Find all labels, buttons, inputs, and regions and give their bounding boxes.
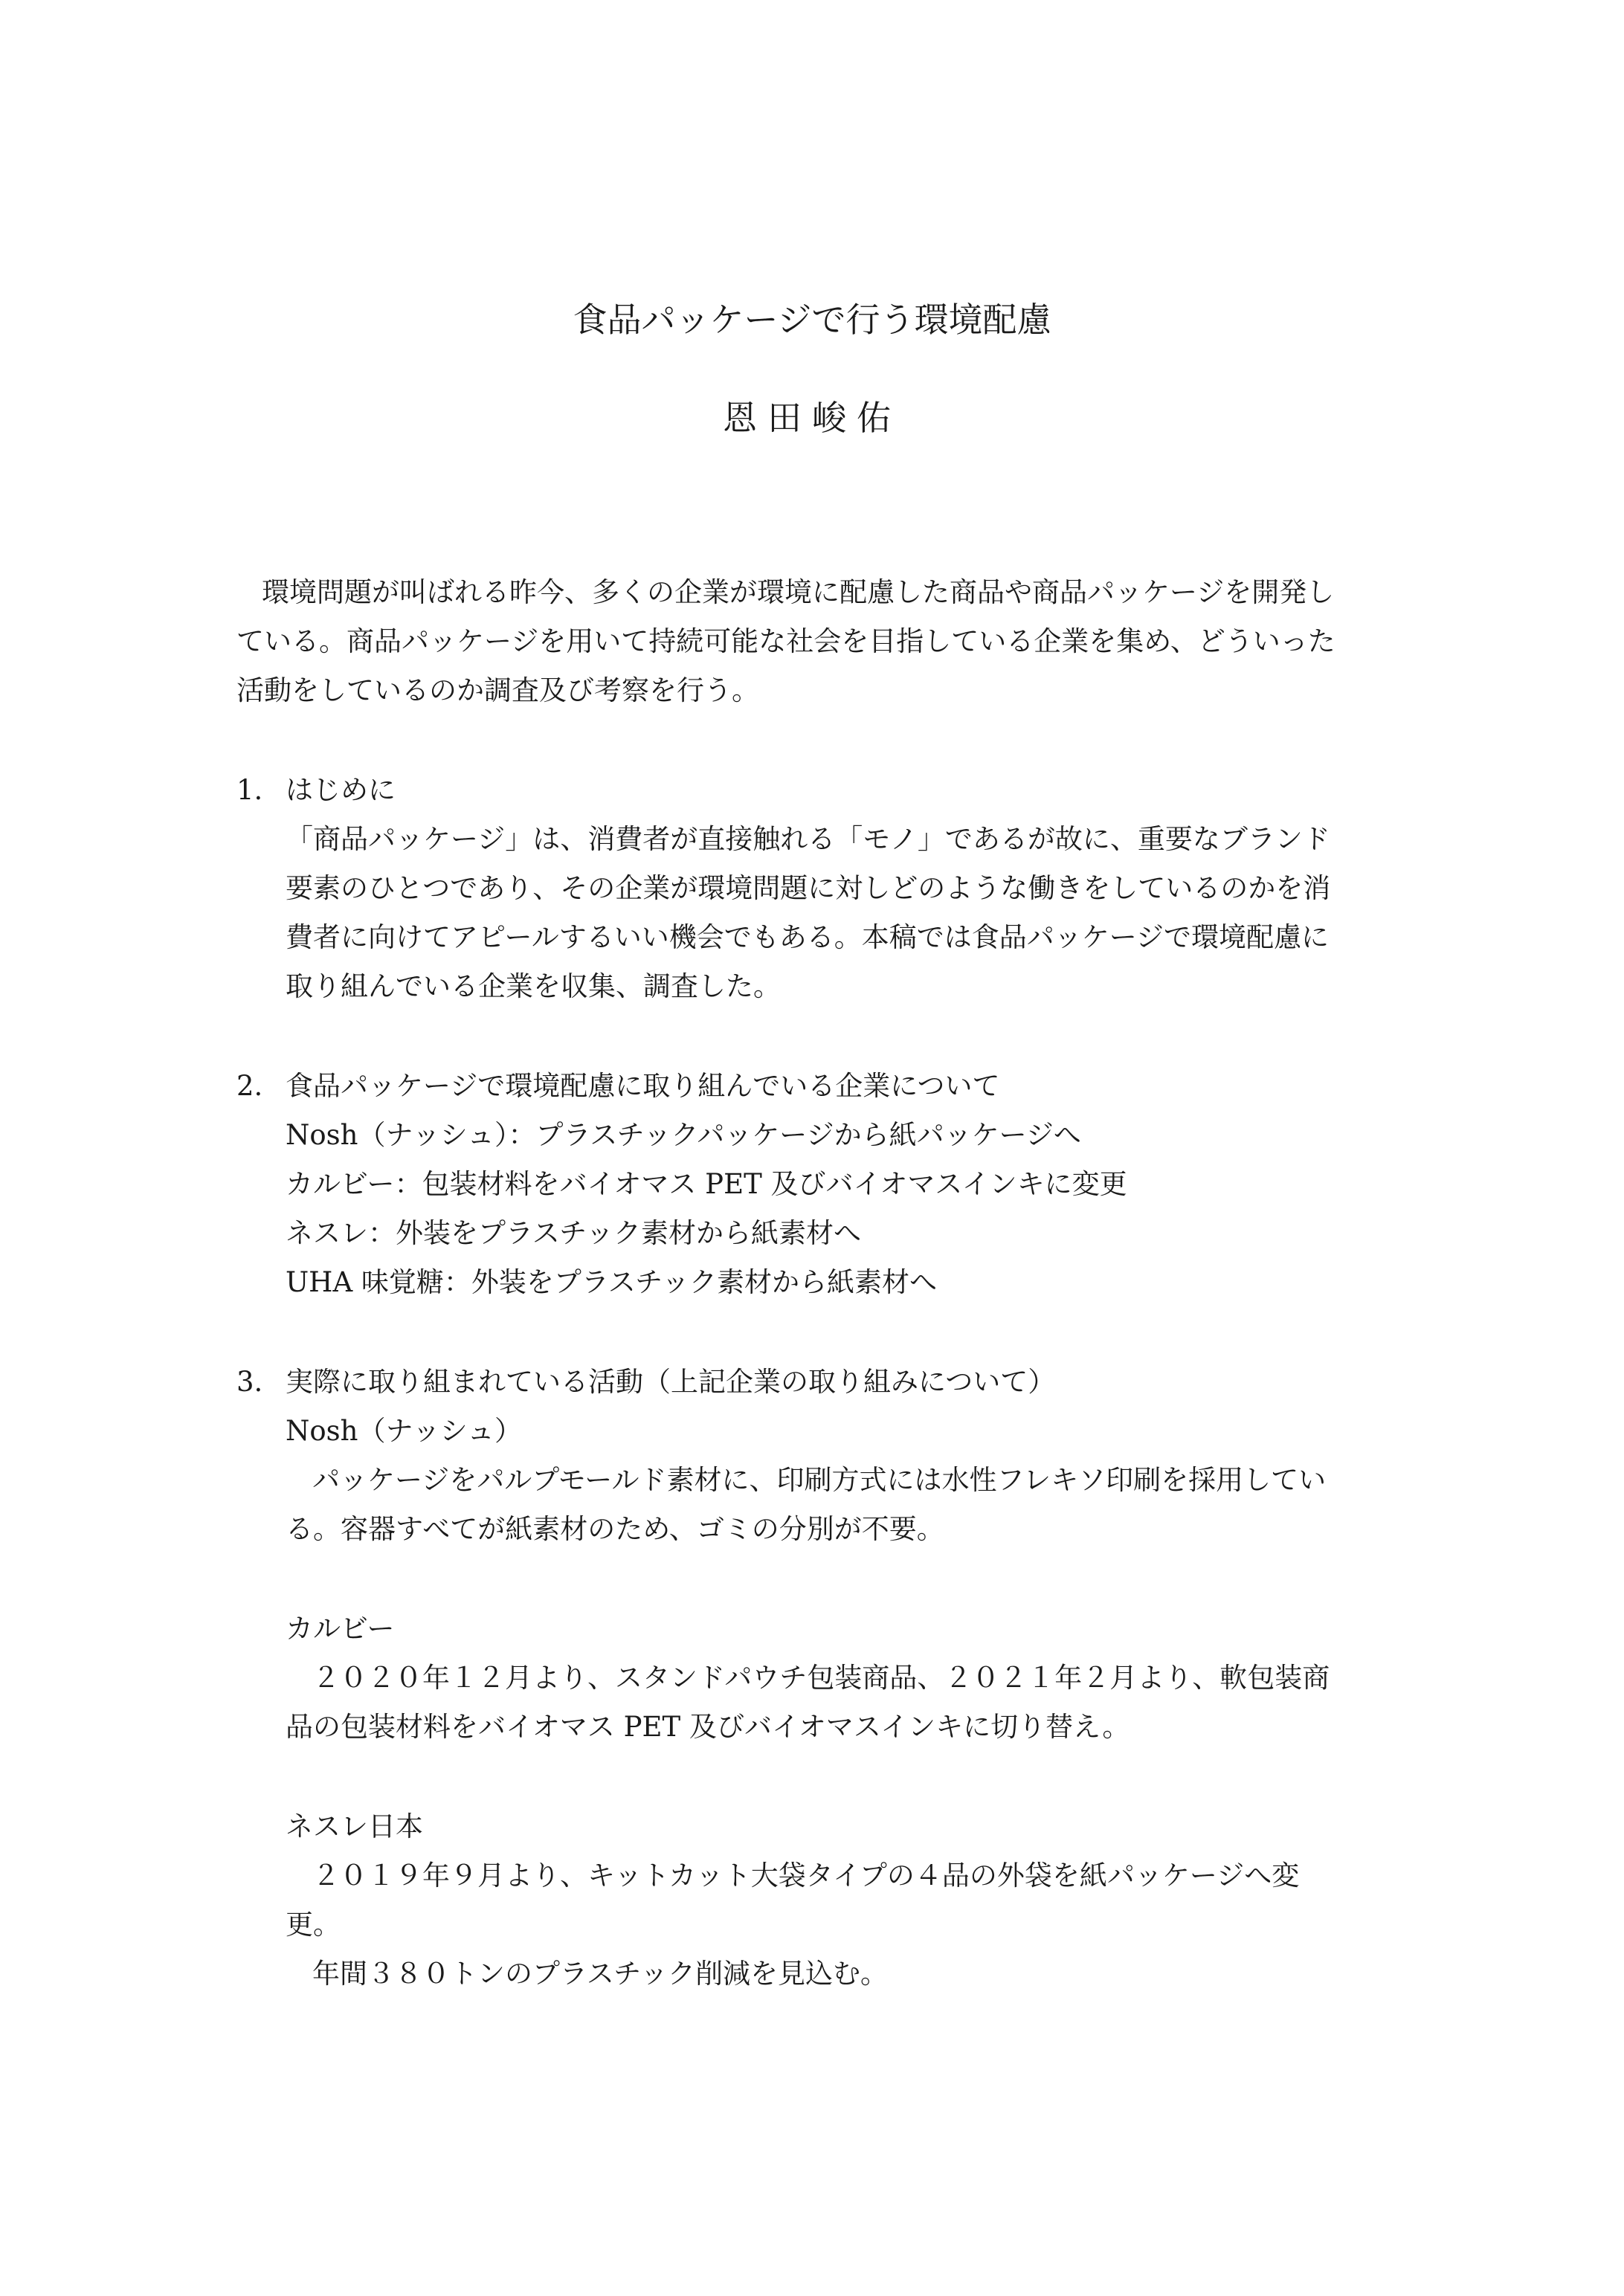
calbee-body-line: 品の包装材料をバイオマス PET 及びバイオマスインキに切り替え。 bbox=[286, 1711, 1130, 1743]
section-2-heading: 食品パッケージで環境配慮に取り組んでいる企業について bbox=[286, 1070, 1000, 1102]
section-3-heading: 実際に取り組まれている活動（上記企業の取り組みについて） bbox=[286, 1366, 1056, 1398]
section-2-number: 2. bbox=[236, 1070, 263, 1102]
company-name-nosh: Nosh（ナッシュ） bbox=[286, 1415, 522, 1447]
section-1-body-line: 取り組んでいる企業を収集、調査した。 bbox=[286, 970, 781, 1002]
nestle-body-line: 年間３８０トンのプラスチック削減を見込む。 bbox=[312, 1958, 889, 1990]
nosh-body-line: る。容器すべてが紙素材のため、ゴミの分別が不要。 bbox=[286, 1513, 944, 1545]
section-1-number: 1. bbox=[236, 774, 263, 806]
author-name: 恩田峻佑 bbox=[723, 398, 901, 438]
company-name-calbee: カルビー bbox=[286, 1613, 395, 1645]
company-list-item: ネスレ：外装をプラスチック素材から紙素材へ bbox=[286, 1217, 862, 1249]
nosh-body-line: パッケージをパルプモールド素材に、印刷方式には水性フレキソ印刷を採用してい bbox=[312, 1464, 1327, 1496]
section-1-heading: はじめに bbox=[286, 774, 396, 806]
section-1-body-line: 「商品パッケージ」は、消費者が直接触れる「モノ」であるが故に、重要なブランド bbox=[286, 823, 1330, 855]
section-1-body-line: 要素のひとつであり、その企業が環境問題に対しどのような働きをしているのかを消 bbox=[286, 872, 1331, 904]
abstract-line: 活動をしているのか調査及び考察を行う。 bbox=[236, 674, 759, 706]
nestle-body-line: 更。 bbox=[286, 1909, 341, 1941]
company-list-item: UHA 味覚糖：外装をプラスチック素材から紙素材へ bbox=[286, 1266, 937, 1298]
section-3-number: 3. bbox=[236, 1366, 263, 1398]
company-name-nestle: ネスレ日本 bbox=[286, 1810, 423, 1842]
nestle-body-line: ２０１９年９月より、キットカット大袋タイプの４品の外袋を紙パッケージへ変 bbox=[312, 1860, 1300, 1892]
calbee-body-line: ２０２０年１２月より、スタンドパウチ包装商品、２０２１年２月より、軟包装商 bbox=[312, 1662, 1330, 1694]
abstract-line: ている。商品パッケージを用いて持続可能な社会を目指している企業を集め、どういった bbox=[236, 625, 1335, 657]
document-title: 食品パッケージで行う環境配慮 bbox=[573, 300, 1051, 340]
section-1-body-line: 費者に向けてアピールするいい機会でもある。本稿では食品パッケージで環境配慮に bbox=[286, 921, 1330, 953]
company-list-item: カルビー：包装材料をバイオマス PET 及びバイオマスインキに変更 bbox=[286, 1168, 1127, 1200]
company-list-item: Nosh（ナッシュ）：プラスチックパッケージから紙パッケージへ bbox=[286, 1119, 1081, 1151]
abstract-line: 環境問題が叫ばれる昨今、多くの企業が環境に配慮した商品や商品パッケージを開発し bbox=[262, 576, 1335, 608]
